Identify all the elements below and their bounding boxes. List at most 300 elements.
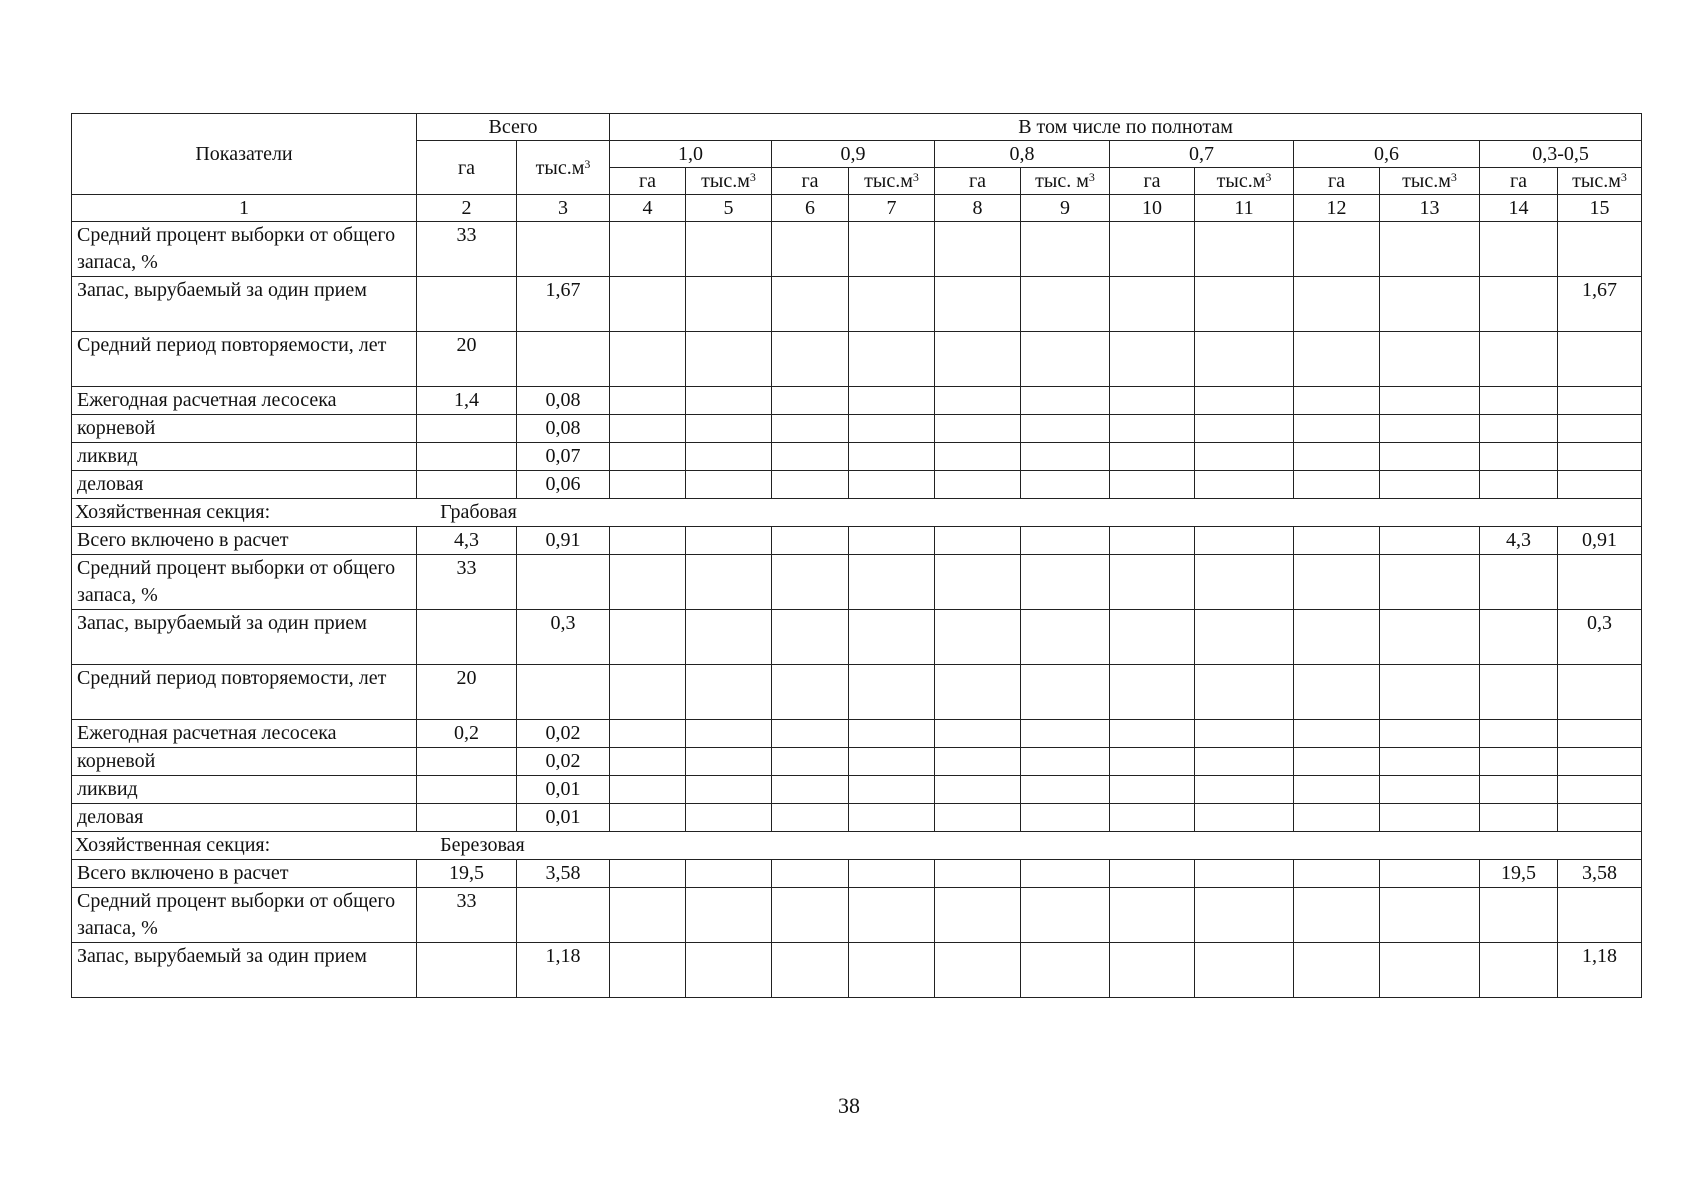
table-cell <box>849 443 935 471</box>
row-label: Всего включено в расчет <box>72 527 417 555</box>
table-row <box>72 860 1642 888</box>
table-cell <box>1558 804 1642 832</box>
table-cell <box>772 527 849 555</box>
table-cell <box>1195 387 1294 415</box>
table-cell <box>772 610 849 665</box>
table-cell: 0,2 <box>417 720 517 748</box>
column-number: 14 <box>1480 195 1558 222</box>
table-cell <box>686 443 772 471</box>
table-cell <box>849 943 935 998</box>
row-label: Средний процент выборки от общего запаса, % <box>72 555 417 610</box>
table-cell: 1,4 <box>417 387 517 415</box>
table-cell <box>1110 277 1195 332</box>
table-cell <box>1294 332 1380 387</box>
table-cell <box>935 222 1021 277</box>
table-cell: 0,02 <box>517 720 610 748</box>
table-row <box>72 665 1642 720</box>
table-cell <box>1558 222 1642 277</box>
table-cell <box>686 665 772 720</box>
row-label: Ежегодная расчетная лесосека <box>72 720 417 748</box>
column-number: 1 <box>72 195 417 222</box>
table-cell <box>1110 222 1195 277</box>
table-cell <box>772 443 849 471</box>
table-cell <box>935 332 1021 387</box>
table-cell <box>1021 943 1110 998</box>
table-cell <box>686 888 772 943</box>
table-cell <box>610 555 686 610</box>
header-density: 0,7 <box>1110 141 1294 168</box>
section-name: Грабовая <box>440 501 517 523</box>
table-cell <box>610 665 686 720</box>
header-indicators: Показатели <box>72 114 417 195</box>
table-cell <box>1110 804 1195 832</box>
header-area-unit: га <box>1294 168 1380 195</box>
section-cell <box>72 499 1642 527</box>
table-cell <box>1110 387 1195 415</box>
table-cell <box>772 665 849 720</box>
header-density: 0,3-0,5 <box>1480 141 1642 168</box>
table-cell: 0,02 <box>517 748 610 776</box>
section-cell <box>72 832 1642 860</box>
table-cell <box>1195 277 1294 332</box>
table-cell <box>1110 415 1195 443</box>
section-row <box>72 499 1642 527</box>
table-cell: 1,67 <box>517 277 610 332</box>
table-cell <box>1110 471 1195 499</box>
table-row <box>72 471 1642 499</box>
table-cell <box>1294 748 1380 776</box>
page-number: 38 <box>838 1093 860 1118</box>
table-cell <box>1294 527 1380 555</box>
table-cell <box>610 943 686 998</box>
table-cell <box>1195 610 1294 665</box>
table-cell: 0,91 <box>1558 527 1642 555</box>
header-volume-unit: $тыс.м^3$ <box>1380 168 1480 195</box>
table-cell <box>1380 555 1480 610</box>
row-label: Ежегодная расчетная лесосека <box>72 387 417 415</box>
table-row <box>72 720 1642 748</box>
section-label: Хозяйственная секция: <box>75 501 271 523</box>
table-cell <box>1021 527 1110 555</box>
row-label: Средний процент выборки от общего запаса, % <box>72 222 417 277</box>
table-cell <box>772 415 849 443</box>
table-cell: 1,18 <box>1558 943 1642 998</box>
table-cell <box>1480 222 1558 277</box>
row-label: Запас, вырубаемый за один прием <box>72 277 417 332</box>
table-cell <box>1294 555 1380 610</box>
section-name: Березовая <box>440 834 525 856</box>
table-cell <box>849 610 935 665</box>
table-cell <box>1558 665 1642 720</box>
table-cell <box>1558 471 1642 499</box>
table-cell <box>610 748 686 776</box>
table-cell <box>1110 527 1195 555</box>
table-cell <box>935 415 1021 443</box>
table-cell: 33 <box>417 555 517 610</box>
table-cell <box>1110 665 1195 720</box>
table-cell <box>772 860 849 888</box>
table-cell <box>935 860 1021 888</box>
table-cell <box>1195 443 1294 471</box>
table-cell <box>772 222 849 277</box>
table-cell <box>1195 471 1294 499</box>
column-number: 8 <box>935 195 1021 222</box>
table-row <box>72 888 1642 943</box>
table-cell <box>686 277 772 332</box>
table-cell <box>1110 610 1195 665</box>
table-cell <box>1480 415 1558 443</box>
header-volume-unit: тыс. $м^3$ <box>1021 168 1110 195</box>
table-cell <box>1021 860 1110 888</box>
table-cell <box>935 720 1021 748</box>
table-cell <box>1195 222 1294 277</box>
table-cell <box>1480 387 1558 415</box>
table-cell: 1,67 <box>1558 277 1642 332</box>
table-cell <box>610 804 686 832</box>
table-cell <box>1480 804 1558 832</box>
table-cell <box>1021 748 1110 776</box>
table-cell <box>772 943 849 998</box>
row-label: корневой <box>72 748 417 776</box>
table-cell <box>772 748 849 776</box>
table-row <box>72 776 1642 804</box>
header-total-volume-unit: $тыс.м^3$ <box>517 141 610 195</box>
row-label: Средний период повторяемости, лет <box>72 665 417 720</box>
row-label: корневой <box>72 415 417 443</box>
table-cell <box>1558 776 1642 804</box>
table-cell <box>1480 888 1558 943</box>
table-cell <box>1110 943 1195 998</box>
table-cell <box>1294 415 1380 443</box>
table-cell <box>849 277 935 332</box>
table-cell: 4,3 <box>1480 527 1558 555</box>
table-cell <box>1480 332 1558 387</box>
column-number: 9 <box>1021 195 1110 222</box>
header-density: 0,8 <box>935 141 1110 168</box>
table-cell <box>1380 610 1480 665</box>
table-cell <box>1021 610 1110 665</box>
table-cell <box>686 720 772 748</box>
table-cell <box>1558 720 1642 748</box>
row-label: Запас, вырубаемый за один прием <box>72 943 417 998</box>
table-cell <box>1294 387 1380 415</box>
table-cell: 33 <box>417 888 517 943</box>
table-cell <box>1195 888 1294 943</box>
table-cell <box>1021 471 1110 499</box>
table-row <box>72 527 1642 555</box>
table-cell <box>1195 776 1294 804</box>
table-cell <box>849 222 935 277</box>
table-cell <box>772 804 849 832</box>
table-cell <box>1195 804 1294 832</box>
table-row <box>72 610 1642 665</box>
table-cell <box>1558 332 1642 387</box>
table-row <box>72 943 1642 998</box>
table-cell <box>1195 665 1294 720</box>
table-cell <box>417 471 517 499</box>
table-cell <box>772 332 849 387</box>
table-cell <box>1380 527 1480 555</box>
table-cell: 0,3 <box>1558 610 1642 665</box>
table-cell <box>686 776 772 804</box>
table-cell <box>1021 804 1110 832</box>
table-cell <box>1380 277 1480 332</box>
table-cell <box>1480 943 1558 998</box>
table-cell <box>1480 610 1558 665</box>
table-cell <box>849 415 935 443</box>
table-cell <box>1110 888 1195 943</box>
table-cell <box>849 804 935 832</box>
table-cell <box>610 888 686 943</box>
table-cell <box>1294 277 1380 332</box>
table-cell: 4,3 <box>417 527 517 555</box>
section-label: Хозяйственная секция: <box>75 834 271 856</box>
table-cell <box>1558 888 1642 943</box>
table-cell <box>1110 860 1195 888</box>
table-cell: 3,58 <box>517 860 610 888</box>
table-cell <box>849 748 935 776</box>
table-cell <box>1294 943 1380 998</box>
table-cell <box>935 387 1021 415</box>
table-cell <box>1558 443 1642 471</box>
table-cell <box>849 471 935 499</box>
table-cell <box>610 527 686 555</box>
table-row <box>72 415 1642 443</box>
table-cell <box>849 387 935 415</box>
table-cell <box>1294 222 1380 277</box>
table-cell <box>1294 665 1380 720</box>
table-cell <box>1294 443 1380 471</box>
table-cell <box>935 277 1021 332</box>
table-cell <box>1110 443 1195 471</box>
table-cell <box>417 610 517 665</box>
table-cell <box>1021 888 1110 943</box>
row-label: ликвид <box>72 443 417 471</box>
column-number: 12 <box>1294 195 1380 222</box>
table-cell <box>1195 860 1294 888</box>
row-label: Всего включено в расчет <box>72 860 417 888</box>
table-cell <box>1480 720 1558 748</box>
table-cell <box>1480 443 1558 471</box>
table-cell <box>1558 555 1642 610</box>
table-cell <box>849 555 935 610</box>
table-row <box>72 332 1642 387</box>
table-cell <box>772 555 849 610</box>
row-label: Средний период повторяемости, лет <box>72 332 417 387</box>
table-cell <box>1380 804 1480 832</box>
table-cell <box>686 610 772 665</box>
table-cell <box>849 332 935 387</box>
table-cell <box>610 415 686 443</box>
table-cell <box>935 748 1021 776</box>
table-cell <box>686 387 772 415</box>
table-cell <box>686 222 772 277</box>
table-cell <box>1021 555 1110 610</box>
table-row <box>72 222 1642 277</box>
table-cell <box>1195 720 1294 748</box>
column-number: 11 <box>1195 195 1294 222</box>
table-cell <box>610 610 686 665</box>
header-volume-unit: $тыс.м^3$ <box>1195 168 1294 195</box>
column-number: 13 <box>1380 195 1480 222</box>
table-cell <box>772 720 849 748</box>
table-cell <box>1558 415 1642 443</box>
table-cell <box>686 555 772 610</box>
table-cell <box>849 888 935 943</box>
column-number: 6 <box>772 195 849 222</box>
table-cell <box>1380 748 1480 776</box>
table-cell <box>1380 720 1480 748</box>
table-cell <box>772 471 849 499</box>
table-cell <box>610 860 686 888</box>
row-label: ликвид <box>72 776 417 804</box>
table-cell <box>686 943 772 998</box>
column-number: 4 <box>610 195 686 222</box>
table-row <box>72 443 1642 471</box>
table-cell <box>1480 471 1558 499</box>
table-cell <box>1021 665 1110 720</box>
table-cell <box>849 720 935 748</box>
section-row <box>72 832 1642 860</box>
table-cell <box>772 888 849 943</box>
header-area-unit: га <box>772 168 849 195</box>
table-cell <box>1380 860 1480 888</box>
table-cell <box>686 332 772 387</box>
table-cell <box>610 720 686 748</box>
header-area-unit: га <box>610 168 686 195</box>
table-cell <box>1480 555 1558 610</box>
table-cell <box>849 776 935 804</box>
table-cell <box>417 943 517 998</box>
header-density: 1,0 <box>610 141 772 168</box>
table-cell <box>772 387 849 415</box>
table-cell <box>1380 471 1480 499</box>
table-cell <box>417 748 517 776</box>
table-cell <box>935 665 1021 720</box>
table-cell <box>935 804 1021 832</box>
header-by-density: В том числе по полнотам <box>610 114 1642 141</box>
header-area-unit: га <box>1110 168 1195 195</box>
table-cell <box>417 277 517 332</box>
header-area-unit: га <box>935 168 1021 195</box>
column-number: 3 <box>517 195 610 222</box>
table-cell: 33 <box>417 222 517 277</box>
table-cell <box>1021 277 1110 332</box>
table-cell <box>417 443 517 471</box>
table-cell <box>1294 860 1380 888</box>
table-cell <box>417 415 517 443</box>
table-cell <box>935 776 1021 804</box>
table-cell: 20 <box>417 332 517 387</box>
table-cell <box>1294 471 1380 499</box>
row-label: деловая <box>72 804 417 832</box>
table-cell <box>1195 527 1294 555</box>
table-cell <box>1021 443 1110 471</box>
table-cell <box>610 443 686 471</box>
table-cell: 0,3 <box>517 610 610 665</box>
table-cell <box>686 860 772 888</box>
table-cell <box>1195 415 1294 443</box>
header-density: 0,9 <box>772 141 935 168</box>
table-cell <box>1110 332 1195 387</box>
table-cell <box>1195 332 1294 387</box>
table-cell <box>1294 776 1380 804</box>
table-cell <box>610 332 686 387</box>
header-total: Всего <box>417 114 610 141</box>
table-cell <box>1380 943 1480 998</box>
table-cell: 0,91 <box>517 527 610 555</box>
table-cell: 0,06 <box>517 471 610 499</box>
table-cell <box>610 277 686 332</box>
table-cell <box>1558 387 1642 415</box>
table-cell <box>1294 888 1380 943</box>
table-cell <box>417 804 517 832</box>
table-cell <box>686 527 772 555</box>
table-cell <box>610 222 686 277</box>
column-number: 10 <box>1110 195 1195 222</box>
table-cell: 20 <box>417 665 517 720</box>
table-cell <box>1110 776 1195 804</box>
table-cell <box>1480 665 1558 720</box>
table-cell <box>1480 277 1558 332</box>
table-row <box>72 387 1642 415</box>
table-cell <box>849 860 935 888</box>
table-cell <box>1380 665 1480 720</box>
table-cell <box>417 776 517 804</box>
table-cell: 0,08 <box>517 415 610 443</box>
table-cell <box>610 471 686 499</box>
table-cell <box>686 748 772 776</box>
column-number: 7 <box>849 195 935 222</box>
forest-data-table <box>71 113 1642 998</box>
table-cell <box>772 277 849 332</box>
table-cell <box>1380 387 1480 415</box>
table-row <box>72 748 1642 776</box>
header-area-unit: га <box>1480 168 1558 195</box>
table-cell <box>1110 748 1195 776</box>
table-cell <box>1021 222 1110 277</box>
table-cell <box>1021 720 1110 748</box>
row-label: Средний процент выборки от общего запаса, % <box>72 888 417 943</box>
table-cell: 3,58 <box>1558 860 1642 888</box>
table-cell <box>517 665 610 720</box>
table-row <box>72 555 1642 610</box>
table-cell <box>935 555 1021 610</box>
table-cell <box>1110 555 1195 610</box>
column-number: 2 <box>417 195 517 222</box>
table-cell: 19,5 <box>1480 860 1558 888</box>
table-cell <box>1380 332 1480 387</box>
table-cell <box>517 332 610 387</box>
table-cell: 1,18 <box>517 943 610 998</box>
table-cell <box>1380 415 1480 443</box>
header-volume-unit: $тыс.м^3$ <box>1558 168 1642 195</box>
table-cell: 0,01 <box>517 804 610 832</box>
header-density: 0,6 <box>1294 141 1480 168</box>
table-cell: 19,5 <box>417 860 517 888</box>
table-cell <box>935 471 1021 499</box>
table-row <box>72 277 1642 332</box>
table-cell <box>1021 415 1110 443</box>
column-number: 5 <box>686 195 772 222</box>
table-cell: 0,08 <box>517 387 610 415</box>
table-cell <box>517 888 610 943</box>
table-cell <box>935 943 1021 998</box>
table-cell <box>1294 720 1380 748</box>
header-volume-unit: $тыс.м^3$ <box>849 168 935 195</box>
table-cell <box>1380 888 1480 943</box>
table-cell <box>686 804 772 832</box>
